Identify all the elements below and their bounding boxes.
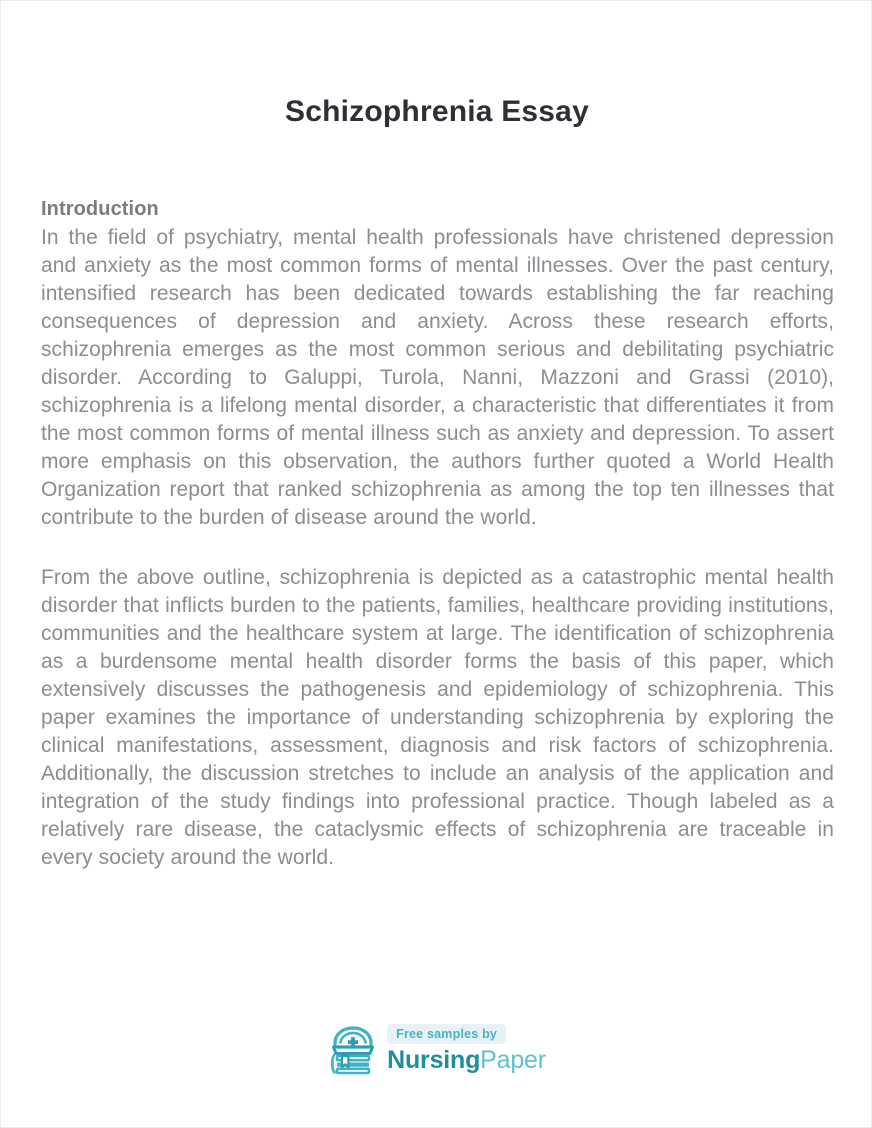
logo-wordmark-nursing: Nursing	[387, 1046, 481, 1074]
logo-wordmark	[387, 1046, 546, 1074]
free-samples-badge: Free samples by	[387, 1024, 506, 1044]
page-footer	[1, 1023, 872, 1075]
document-body	[41, 195, 834, 872]
paragraph-2: From the above outline, schizophrenia is depicted as a catastrophic mental health disorder that inflicts burden to the patients, families, healthcare providing institutions, communities and the healthcare system at large. The identification of schizophrenia as a burdensome mental health disorder forms the basis of this paper, which extensively discusses the pathogenesis and epidemiology of schizophrenia. This paper examines the importance of understanding schizophrenia by exploring the clinical manifestations, assessment, diagnosis and risk factors of schizophrenia. Additionally, the discussion stretches to include an analysis of the application and integration of the study findings into professional practice. Though labeled as a relatively rare disease, the cataclysmic effects of schizophrenia are traceable in every society around the world.	[41, 566, 834, 869]
nurse-cap-books-icon	[328, 1023, 378, 1075]
logo-wordmark-paper: Paper	[480, 1046, 546, 1074]
paragraph-1: In the field of psychiatry, mental health professionals have christened depression and anxiety as the most common forms of mental illnesses. Over the past century, intensified research has been dedicated towards establishing the far reaching consequences of depression and anxiety. Across these research efforts, schizophrenia emerges as the most common serious and debilitating psychiatric disorder. According to Galuppi, Turola, Nanni, Mazzoni and Grassi (2010), schizophrenia is a lifelong mental disorder, a characteristic that differentiates it from the most common forms of mental illness such as anxiety and depression. To assert more emphasis on this observation, the authors further quoted a World Health Organization report that ranked schizophrenia as among the top ten illnesses that contribute to the burden of disease around the world.	[41, 226, 834, 529]
paragraph-spacer	[41, 532, 834, 564]
page-title: Schizophrenia Essay	[285, 95, 589, 129]
section-heading-introduction: Introduction	[41, 198, 159, 220]
nursing-paper-logo	[328, 1023, 546, 1075]
logo-text-block	[387, 1024, 546, 1074]
